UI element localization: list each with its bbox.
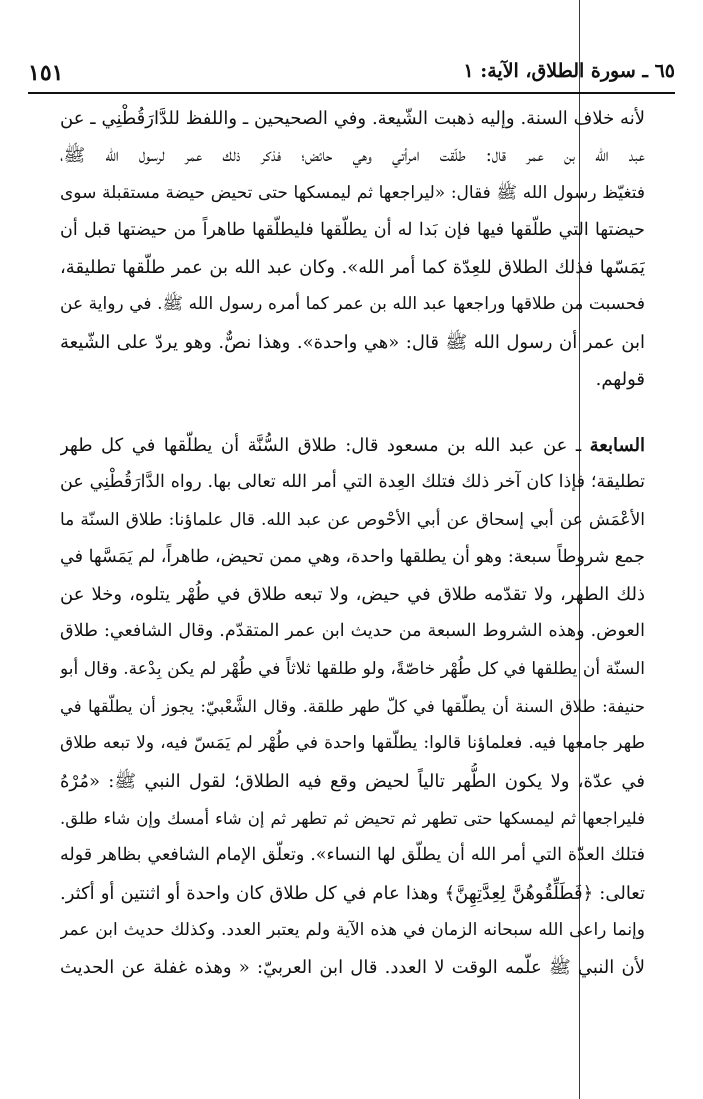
header-rule [28, 92, 675, 94]
text-line: قولهم. [595, 369, 645, 391]
text-line: فليراجعها ثم ليمسكها حتى تطهر ثم تحيض ثم تطهر ثم إن شاء أمسك وإن شاء طلق. [60, 808, 645, 828]
running-title: ٦٥ ـ سورة الطلاق، الآية: ١ [463, 60, 675, 82]
text-line: طهر جامعها فيه. فعلماؤنا قالوا: يطلّقها واحدة في طُهْر لم يَمَسّ فيه، ولا تبعه طلاق [60, 733, 645, 754]
text-line: ذلك الطهر، ولا تقدّمه طلاق في حيض، ولا تبعه طلاق في طُهْر يتلوه، وخلا عن [60, 584, 645, 606]
text-line: يَمَسّها فذلك الطلاق للعِدّة كما أمر الله». وكان عبد الله بن عمر طلّقها تطليقة، [60, 257, 645, 279]
text-line: العوض. وهذه الشروط السبعة من حديث ابن عمر المتقدّم. وقال الشافعي: طلاق [60, 621, 645, 642]
section-lead-word: السابعة [589, 435, 645, 456]
text-line: عبد الله بن عمر قال: طلّقت امرأتي وهي حائض؛ فذكر ذلك عمر لرسول الله ﷺ، [60, 145, 645, 167]
text-line: فتغيّظ رسول الله ﷺ فقال: «ليراجعها ثم ليمسكها حتى تحيض حيضة مستقبلة سوى [60, 182, 645, 203]
text-line-lead [60, 427, 645, 464]
text-line: فحسبت من طلاقها وراجعها عبد الله بن عمر كما أمره رسول الله ﷺ. في رواية عن [60, 294, 645, 315]
page-number: ١٥١ [28, 60, 64, 86]
text-line: السنّة أن يطلقها في كل طُهْر خاصّةً، ولو طلقها ثلاثاً في طُهْر لم يكن بِدْعة. وقال أبو [60, 658, 645, 679]
text-line: تطليقة؛ فإذا كان آخر ذلك فتلك العِدة التي أمر الله تعالى بها. رواه الدَّارَقُطْنِي عن [60, 472, 645, 493]
text-line: تعالى: ﴿فَطَلِّقُوهُنَّ لِعِدَّتِهِنَّ﴾ وهذا عام في كل طلاق كان واحدة أو اثنتين أو أكثر. [60, 882, 645, 904]
text-line: ابن عمر أن رسول الله ﷺ قال: «هي واحدة». وهذا نصٌّ. وهو يردّ على الشّيعة [60, 331, 645, 353]
text-line: لأن النبي ﷺ علّمه الوقت لا العدد. قال ابن العربيّ: « وهذه غفلة عن الحديث [60, 957, 645, 979]
page-header [28, 58, 675, 92]
text-line: لأنه خلاف السنة. وإليه ذهبت الشّيعة. وفي الصحيحين ـ واللفظ للدَّارَقُطْنِي ـ عن [60, 108, 645, 129]
paragraph-2 [60, 427, 645, 986]
text-line: جمع شروطاً سبعة: وهو أن يطلقها واحدة، وهي ممن تحيض، طاهراً، لم يَمَسَّها في [60, 546, 645, 567]
text-line: الأعْمَش عن أبي إسحاق عن أبي الأحْوص عن عبد الله. قال علماؤنا: طلاق السنّة ما [60, 509, 645, 530]
text-line: فتلك العدّة التي أمر الله أن يطلّق لها النساء». وتعلّق الإمام الشافعي بظاهر قوله [60, 845, 645, 866]
text-line-rest: ـ عن عبد الله بن مسعود قال: طلاق السُّنَّة أن يطلّقها في كل طهر [60, 435, 590, 456]
text-line: حنيفة: طلاق السنة أن يطلّقها في كلّ طهر طلقة. وقال الشَّعْبيّ: يجوز أن يطلّقها في [60, 697, 645, 717]
paragraph-1 [60, 100, 645, 398]
text-line: في عدّة، ولا يكون الطُّهر تالياً لحيض وقع فيه الطلاق؛ لقول النبي ﷺ: «مُرْهُ [60, 770, 645, 792]
text-line: وإنما راعى الله سبحانه الزمان في هذه الآية ولم يعتبر العدد. وكذلك حديث ابن عمر [60, 919, 645, 940]
text-line: حيضتها التي طلّقها فيها فإن بَدا له أن يطلّقها فليطلّقها طاهراً من حيضتها قبل أن [60, 219, 645, 240]
